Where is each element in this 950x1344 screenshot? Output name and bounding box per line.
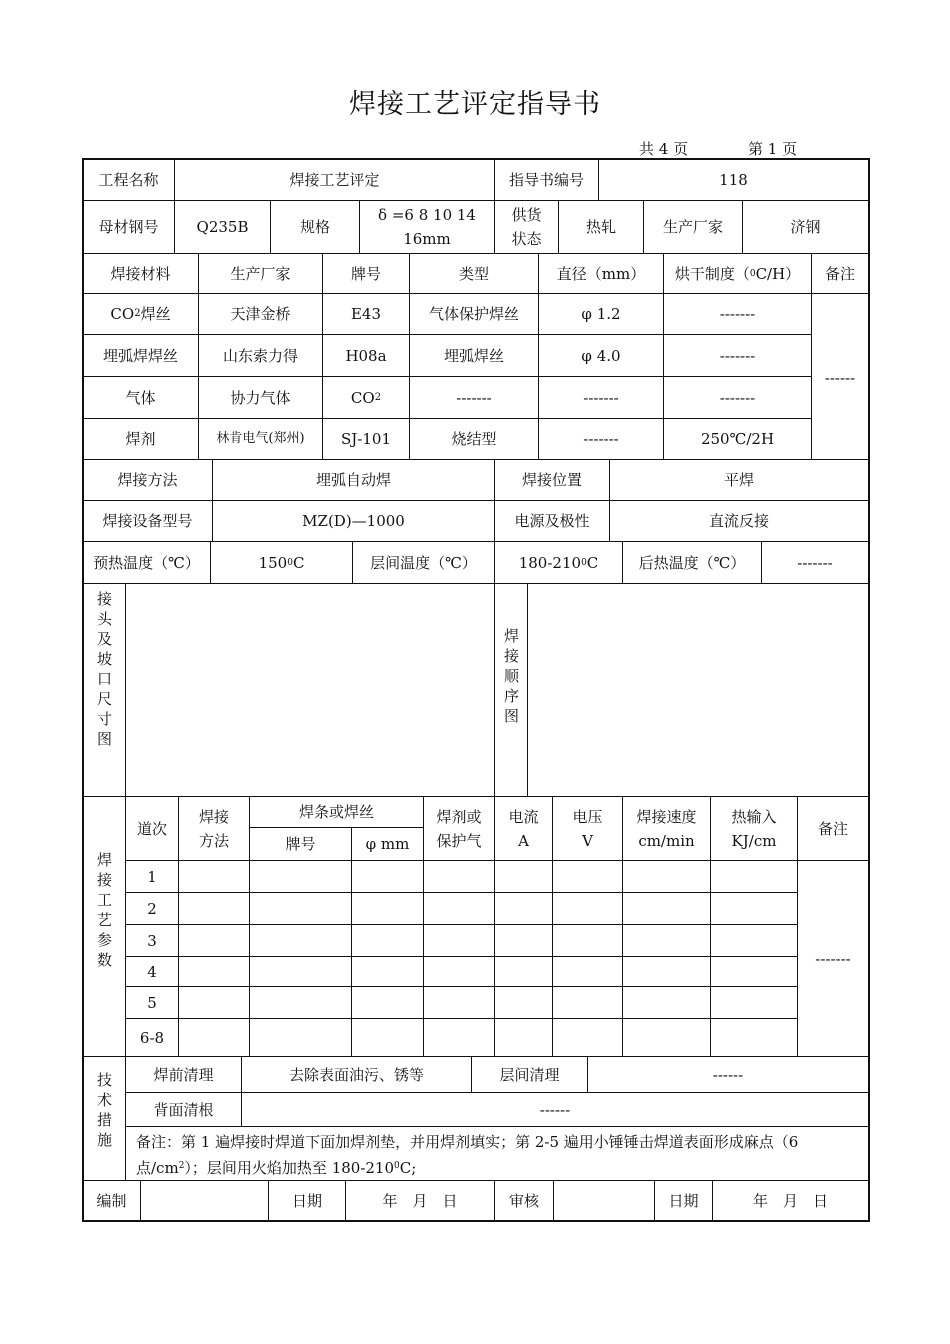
- col-pass: 道次: [136, 819, 167, 838]
- date-label: 日期: [291, 1191, 322, 1210]
- col-method: 焊接 方法: [198, 807, 229, 850]
- supply-label-line2: 状态: [511, 230, 542, 248]
- document-title: 焊接工艺评定指导书: [349, 89, 601, 120]
- tech-note: 备注：第 1 遍焊接时焊道下面加焊剂垫，并用焊剂填实；第 2-5 遍用小锤锤击焊道表面形成麻点（6 点$/cm^2$）；层间用火焰加热至 $180-210^0C$;: [136, 1133, 799, 1177]
- material-brand: H08a: [345, 346, 387, 365]
- postheat-value: -------: [797, 553, 833, 572]
- method-value: 埋弧自动焊: [315, 471, 391, 489]
- material-type: -------: [456, 388, 492, 407]
- col-flux: 焊剂或 保护气: [436, 807, 482, 850]
- col-heat-input: 热输入 KJ/cm: [731, 807, 777, 850]
- spec-value-line2: 16mm: [403, 230, 451, 248]
- materials-remark: ------: [824, 369, 856, 387]
- material-maker: 协力气体: [230, 388, 291, 407]
- book-no-value: 118: [719, 170, 748, 189]
- material-diameter: φ 1.2: [581, 305, 621, 323]
- spec-value-line1: δ =6 8 10 14: [378, 206, 476, 224]
- spec-value: [360, 201, 494, 253]
- material-type: 烧结型: [451, 430, 497, 448]
- pass-number: 2: [147, 899, 157, 918]
- materials-header-remark: 备注: [824, 264, 855, 283]
- materials-header-maker: 生产厂家: [230, 264, 291, 283]
- joint-diagram-area: [126, 584, 494, 796]
- position-value: 平焊: [723, 471, 754, 489]
- col-brand: 牌号: [285, 835, 316, 853]
- position-label: 焊接位置: [521, 471, 582, 489]
- compile-value: [141, 1181, 268, 1220]
- sequence-diagram-label: 焊接顺序图: [502, 628, 520, 728]
- review-label: 审核: [508, 1191, 539, 1210]
- base-metal-value: Q235B: [196, 218, 249, 236]
- material-brand: SJ-101: [341, 430, 391, 448]
- col-electrode: 焊条或焊丝: [298, 803, 374, 821]
- material-type: 埋弧焊丝: [443, 346, 504, 365]
- material-brand: CO 2: [350, 388, 382, 407]
- power-label: 电源及极性: [514, 512, 590, 530]
- supply-label: [495, 201, 558, 253]
- date-label-2: 日期: [668, 1191, 699, 1210]
- pass-number: 4: [147, 962, 157, 981]
- pre-clean-value: 去除表面油污、锈等: [288, 1065, 424, 1084]
- materials-header-baking: 烘干制度（ 0 C/H）: [664, 254, 811, 293]
- material-name: 埋弧焊焊丝: [102, 346, 178, 365]
- postheat-label: 后热温度（℃）: [638, 553, 746, 572]
- joint-diagram-label: 接头及坡口尺寸图: [95, 591, 113, 751]
- date-value-2: 年 月 日: [752, 1191, 828, 1210]
- materials-header-material: 焊接材料: [110, 264, 171, 283]
- interpass-value: 180-210 0 C: [518, 553, 599, 572]
- material-baking: -------: [719, 388, 756, 407]
- sequence-diagram-area: [528, 584, 868, 796]
- pass-number: 6-8: [139, 1028, 165, 1047]
- material-diameter: φ 4.0: [581, 346, 621, 365]
- page-current: 第 1 页: [748, 140, 798, 158]
- material-type: 气体保护焊丝: [428, 305, 519, 323]
- project-label: 工程名称: [98, 170, 159, 189]
- material-name: CO 2 焊丝: [110, 305, 171, 323]
- material-name: 气体: [125, 388, 156, 407]
- material-maker: 林肯电气(郑州): [216, 431, 305, 446]
- book-no-label: 指导书编号: [508, 170, 584, 189]
- tech-side-label: 技术措施: [95, 1072, 113, 1152]
- preheat-label: 预热温度（℃）: [93, 553, 200, 572]
- material-name: 焊剂: [125, 430, 156, 448]
- supply-label-line1: 供货: [511, 206, 542, 224]
- compile-label: 编制: [96, 1191, 127, 1210]
- interpass-label: 层间温度（℃）: [370, 553, 477, 572]
- project-value: 焊接工艺评定: [289, 170, 380, 189]
- col-diameter: φ mm: [365, 835, 410, 853]
- supply-value: 热轧: [585, 218, 616, 236]
- review-value: [554, 1181, 654, 1220]
- params-side-label: 焊接工艺参数: [95, 852, 113, 972]
- power-value: 直流反接: [708, 512, 769, 530]
- method-label: 焊接方法: [117, 471, 178, 489]
- material-diameter: -------: [583, 388, 619, 407]
- material-maker: 山东索力得: [222, 346, 298, 365]
- params-remark: -------: [815, 949, 851, 968]
- material-maker: 天津金桥: [230, 305, 291, 323]
- materials-header-type: 类型: [458, 264, 489, 283]
- col-remark: 备注: [817, 819, 848, 838]
- preheat-value: 150 0 C: [258, 553, 305, 572]
- base-metal-label: 母材钢号: [98, 218, 159, 236]
- col-current: 电流 A: [508, 807, 539, 850]
- pass-number: 5: [147, 993, 157, 1012]
- back-gouge-label: 背面清根: [153, 1100, 214, 1119]
- material-baking: 250℃/2H: [700, 430, 775, 448]
- pre-clean-label: 焊前清理: [153, 1065, 214, 1084]
- maker-label: 生产厂家: [662, 218, 723, 236]
- material-diameter: -------: [583, 430, 619, 448]
- interlayer-label: 层间清理: [499, 1065, 560, 1084]
- maker-value: 济钢: [790, 218, 821, 236]
- spec-label: 规格: [299, 218, 330, 236]
- page-total: 共 4 页: [639, 140, 689, 158]
- material-baking: -------: [719, 346, 756, 365]
- materials-header-diameter: 直径（mm）: [556, 264, 646, 283]
- col-speed: 焊接速度 cm/min: [636, 807, 697, 850]
- equipment-value: MZ(D)—1000: [302, 512, 405, 530]
- date-value: 年 月 日: [382, 1191, 458, 1210]
- col-voltage: 电压 V: [572, 807, 603, 850]
- interlayer-value: ------: [712, 1065, 744, 1084]
- materials-header-brand: 牌号: [350, 264, 381, 283]
- material-brand: E43: [350, 305, 382, 323]
- equipment-label: 焊接设备型号: [102, 512, 193, 530]
- back-gouge-value: ------: [539, 1100, 571, 1119]
- material-baking: -------: [719, 305, 756, 323]
- pass-number: 1: [147, 867, 157, 886]
- degree-sup: 0: [749, 268, 756, 279]
- pass-number: 3: [147, 931, 157, 950]
